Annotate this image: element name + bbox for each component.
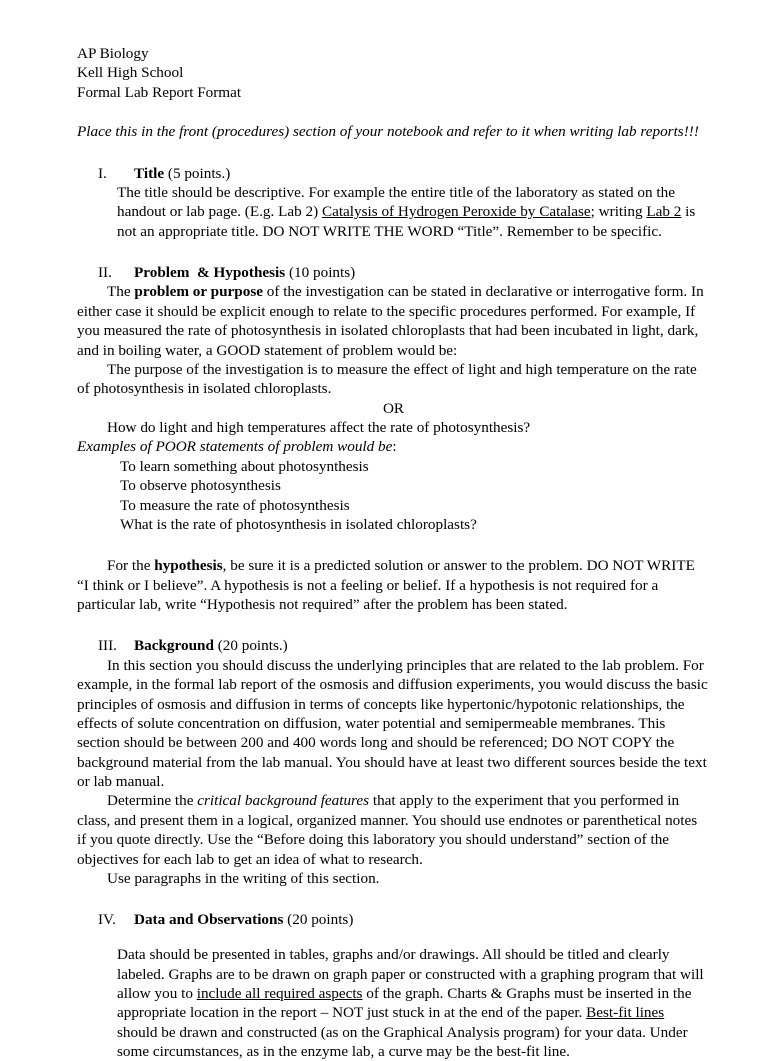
section-points-i: (5 points.) <box>167 164 231 182</box>
section-ii-or-separator: OR <box>382 399 405 417</box>
section-ii-bold-problem-or-purpose: problem or purpose <box>134 283 263 301</box>
section-ii-text-a: The <box>107 283 135 301</box>
section-points-iii: (20 points.) <box>217 637 288 655</box>
section-i-text-c: is not an appropriate title. DO NOT WRITE THE WORD “Title”. Remember to be specific. <box>117 203 696 240</box>
section-ii-poor-example-3: To measure the rate of photosynthesis <box>120 496 350 514</box>
section-iv-underlined-required-aspects: include all required aspects <box>196 984 363 1002</box>
section-ii-poor-examples-label <box>77 437 710 456</box>
section-ii-good-statement: The purpose of the investigation is to measure the effect of light and high temperature on the rate of photosynthesis in isolated chloroplasts. <box>77 360 697 398</box>
section-ii-bold-hypothesis: hypothesis <box>154 557 223 575</box>
section-ii-poor-label-colon: : <box>392 438 397 456</box>
header-line-format: Formal Lab Report Format <box>77 83 242 101</box>
section-ii-paragraph-1 <box>77 282 710 360</box>
section-points-iv: (20 points) <box>287 911 354 929</box>
section-heading-ii <box>77 263 710 282</box>
section-numeral-iii: III. <box>98 637 117 655</box>
section-title-ii: Problem & Hypothesis <box>134 264 286 281</box>
section-title-iv: Data and Observations <box>134 911 284 929</box>
section-iii-paragraph-1: In this section you should discuss the underlying principles that are related to the lab problem. For example, in the formal lab report of the osmosis and diffusion experiments, you would discuss the basic principles of osmosis and diffusion in terms of concepts like hypertonic/hypotonic relationships, the effects of solute concentration on diffusion, water potential and semipermeable membranes. This section should be between 200 and 400 words long and should be referenced; DO NOT COPY the background material from the lab manual. You should have at least two different sources beside the text or lab manual. <box>77 656 708 790</box>
section-iv-paragraph-1 <box>117 945 708 1061</box>
section-numeral-i: I. <box>98 164 107 182</box>
section-numeral-ii: II. <box>98 264 112 281</box>
section-iii-paragraph-3: Use paragraphs in the writing of this section. <box>107 869 380 887</box>
section-iv-text-c: should be drawn and constructed (as on the Graphical Analysis program) for your data. Under some circumstances, as in the enzyme lab, a curve may be the best-fit line. <box>117 1023 688 1061</box>
section-iii-text-a: Determine the <box>107 792 198 810</box>
section-title-i: Title <box>134 164 165 182</box>
section-points-ii: (10 points) <box>288 264 356 281</box>
section-ii-poor-example-2: To observe photosynthesis <box>120 477 281 495</box>
section-iv-text-b: of the graph. Charts & Graphs must be inserted in the appropriate location in the report – NOT just stuck in at the end of the paper. <box>117 984 692 1022</box>
section-ii-poor-label-italic: Examples of POOR statements of problem would be <box>77 438 393 456</box>
section-iii-text-b: that apply to the experiment that you performed in class, and present them in a logical, organized manner. You should use endnotes or parenthetical notes if you quote directly. Use the “Before doing this laboratory you should understand” section of the objectives for each lab to get an idea of what to research. <box>77 792 698 868</box>
section-ii-poor-example-1: To learn something about photosynthesis <box>120 457 369 475</box>
header-line-school: Kell High School <box>77 64 184 82</box>
section-i-paragraph-1 <box>117 183 708 241</box>
section-i-text-b: ; writing <box>590 203 647 221</box>
section-ii-hyp-text-b: , be sure it is a predicted solution or answer to the problem. DO NOT WRITE “I think or I believe”. A hypothesis is not a feeling or belief. If a hypothesis is not required for a particular lab, write “Hypothesis not required” after the problem has been stated. <box>77 557 695 613</box>
section-ii-hypothesis-paragraph <box>77 556 710 614</box>
document-header <box>77 44 710 102</box>
section-iii-paragraph-2 <box>77 791 710 869</box>
header-line-course: AP Biology <box>77 45 149 62</box>
section-i-underlined-lab-2: Lab 2 <box>646 203 682 221</box>
section-ii-hyp-text-a: For the <box>107 557 155 575</box>
section-ii-text-b: of the investigation can be stated in declarative or interrogative form. In either case it should be explicit enough to relate to the specific procedures performed. For example, If you measured the rate of photosynthesis in isolated chloroplasts that had been incubated in light, dark, and in boiling water, a GOOD statement of problem would be: <box>77 283 704 359</box>
section-iv-text-a: Data should be presented in tables, graphs and/or drawings. All should be titled and clearly labeled. Graphs are to be drawn on graph paper or constructed with a graphing program that will allow you to <box>117 946 704 1002</box>
section-ii-good-question: How do light and high temperatures affect the rate of photosynthesis? <box>107 419 531 436</box>
section-i-underlined-example-title: Catalysis of Hydrogen Peroxide by Catalase <box>321 203 591 221</box>
section-title-iii: Background <box>134 637 214 655</box>
intro-instruction: Place this in the front (procedures) section of your notebook and refer to it when writing lab reports!!! <box>77 123 699 141</box>
section-iv-underlined-best-fit-lines: Best-fit lines <box>586 1004 665 1022</box>
section-heading-iii <box>77 636 710 655</box>
section-heading-i <box>77 164 710 183</box>
section-i-text-a: The title should be descriptive. For example the entire title of the laboratory as stated on the handout or lab page. (E.g. Lab 2) <box>117 183 675 221</box>
section-numeral-iv: IV. <box>98 911 116 929</box>
section-ii-poor-example-4: What is the rate of photosynthesis in isolated chloroplasts? <box>120 515 477 533</box>
section-iii-italic-critical-features: critical background features <box>197 792 370 810</box>
section-heading-iv <box>77 910 710 929</box>
